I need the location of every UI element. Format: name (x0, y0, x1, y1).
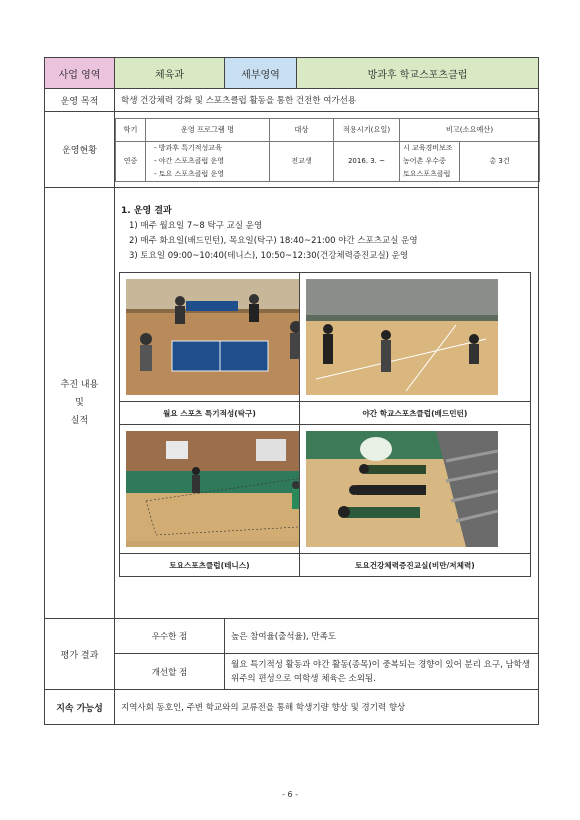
excellent-label: 우수한 점 (115, 619, 225, 654)
evaluation-label: 평가 결과 (45, 619, 115, 690)
results-block (115, 188, 538, 264)
results-item: 3) 토요일 09:00~10:40(테니스), 10:50~12:30(건강체력증진교실) 운영 (129, 251, 409, 261)
notes-list (400, 141, 460, 181)
note-item: 농어촌 우수중 (403, 156, 446, 165)
sustainability-text: 지역사회 동호인, 주변 학교와의 교류전을 통해 학생기량 향상 및 경기력 향상 (115, 690, 539, 725)
status-table (115, 118, 540, 182)
col-program: 운영 프로그램 명 (146, 118, 270, 141)
page-number: - 6 - (282, 790, 298, 799)
label-line: 실적 (70, 416, 89, 426)
improve-label: 개선할 점 (115, 654, 225, 690)
detail-area-label: 세부영역 (225, 58, 297, 89)
program-item: - 야간 스포츠클럽 운영 (154, 156, 225, 165)
sustainability-label: 지속 가능성 (45, 690, 115, 725)
business-area-value: 체육과 (115, 58, 225, 89)
tennis-photo (120, 425, 300, 554)
report-table (44, 57, 539, 725)
results-item: 1) 매주 월요일 7~8 탁구 교실 운영 (129, 221, 263, 231)
fitness-photo (299, 425, 530, 554)
report-page (44, 57, 538, 725)
photo-caption: 토요건강체력증진교실(비만/저체력) (299, 554, 530, 577)
program-list (146, 141, 270, 181)
label-line: 및 (75, 398, 84, 408)
table-tennis-photo (120, 273, 300, 402)
business-area-label: 사업 영역 (45, 58, 115, 89)
note-item: 시 교육경비보조 (403, 143, 453, 152)
implementation-cell (115, 188, 539, 619)
term-value: 연중 (116, 141, 146, 181)
detail-area-value: 방과후 학교스포츠클럽 (297, 58, 539, 89)
col-term: 학기 (116, 118, 146, 141)
photo-caption: 월요 스포츠 특기적성(탁구) (120, 402, 300, 425)
badminton-photo (299, 273, 530, 402)
purpose-text: 학생 건강체력 강화 및 스포츠클럽 활동을 통한 건전한 여가선용 (115, 89, 539, 112)
results-item: 2) 매주 화요일(배드민턴), 목요일(탁구) 18:40~21:00 야간 스포츠교실 운영 (129, 236, 418, 246)
status-cell (115, 112, 539, 188)
status-label: 운영현황 (45, 112, 115, 188)
target-value: 전교생 (270, 141, 334, 181)
purpose-label: 운영 목적 (45, 89, 115, 112)
photo-grid (119, 272, 531, 577)
results-title: 1. 운영 결과 (121, 206, 172, 216)
photo-caption: 토요스포츠클럽(테니스) (120, 554, 300, 577)
program-item: - 토요 스포츠클럽 운영 (154, 169, 225, 178)
program-item: - 방과후 특기적성교육 (154, 143, 222, 152)
col-period: 적용시기(요일) (334, 118, 400, 141)
col-notes: 비고(소요예산) (400, 118, 540, 141)
implementation-label (45, 188, 115, 619)
excellent-text: 높은 참여율(출석율), 만족도 (225, 619, 539, 654)
total-value: 총 3건 (460, 141, 540, 181)
note-item: 토요스포츠클럽 (403, 169, 451, 178)
improve-text: 월요 특기적성 활동과 야간 활동(종목)이 중복되는 경향이 있어 분리 요구, 남학생 위주의 편성으로 여학생 체육은 소외됨. (225, 654, 539, 690)
col-target: 대상 (270, 118, 334, 141)
photo-caption: 야간 학교스포츠클럽(배드민턴) (299, 402, 530, 425)
label-line: 추진 내용 (60, 380, 99, 390)
period-value: 2016. 3. ~ (334, 141, 400, 181)
